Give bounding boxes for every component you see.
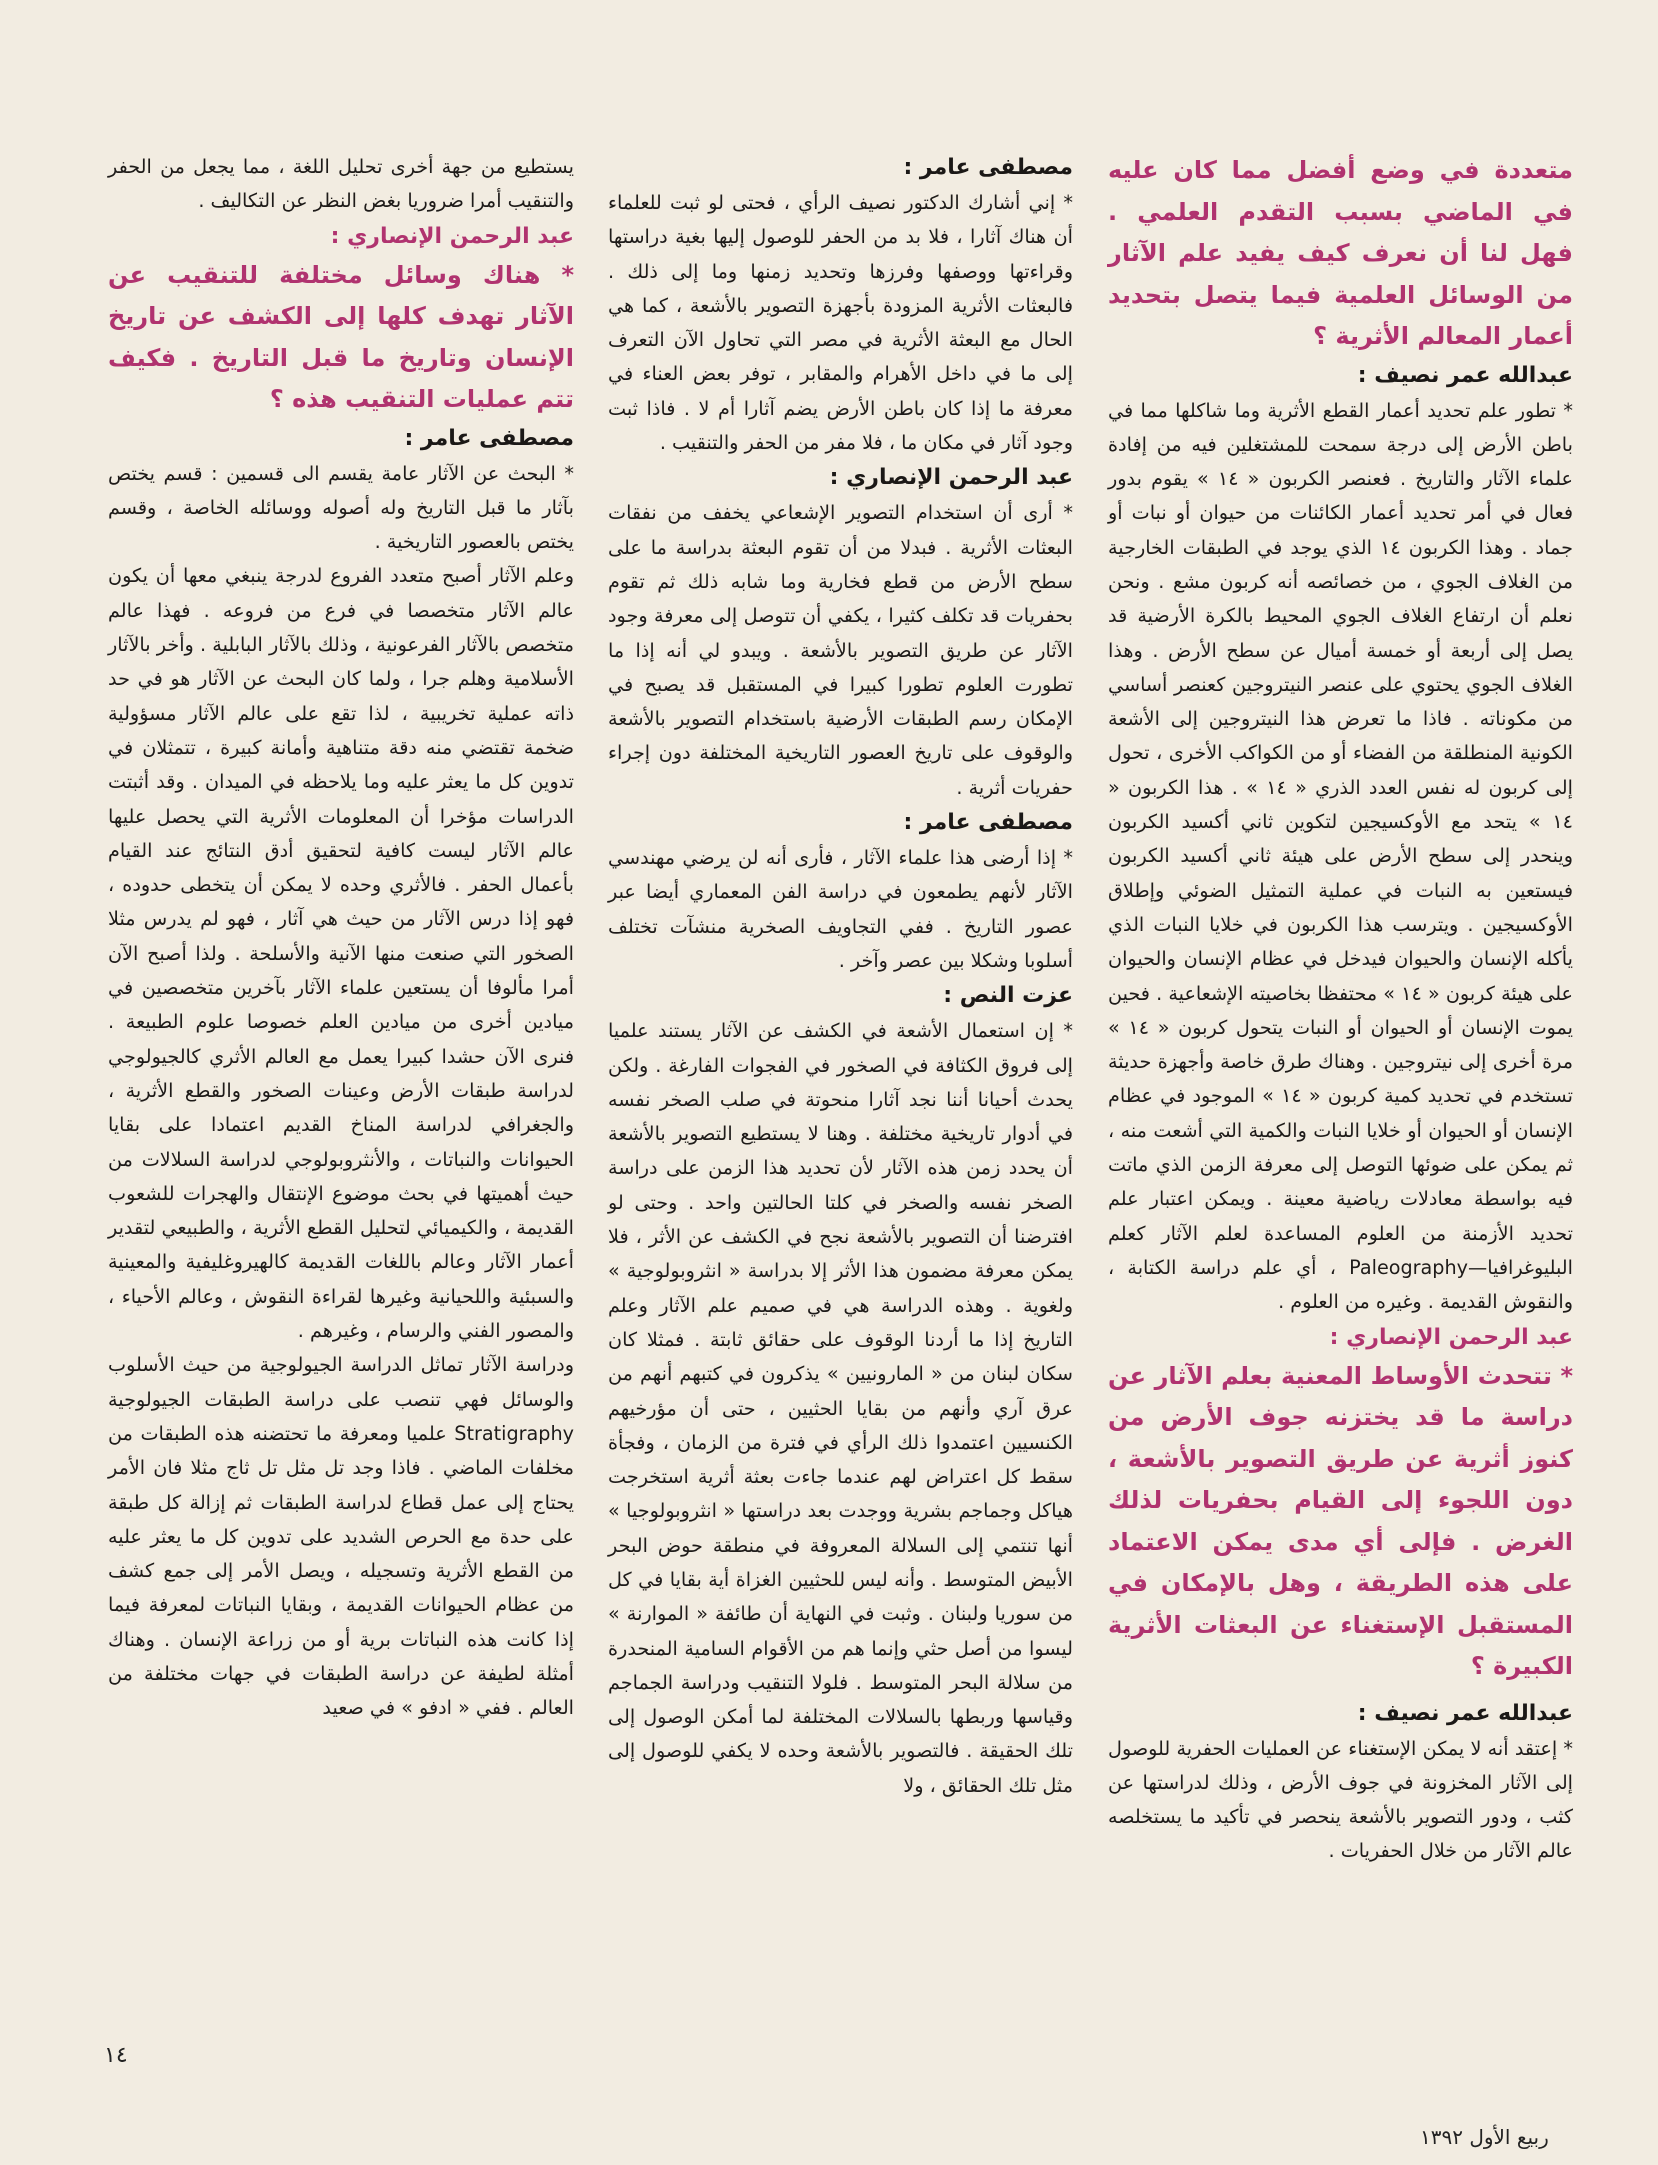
answer-paragraph: * أرى أن استخدام التصوير الإشعاعي يخفف من نفقات البعثات الأثرية . فبدلا من أن تقوم البعثة بدراسة ما على سطح الأرض من قطع فخارية وما شابه ذلك ثم تقوم بحفريات قد تكلف كثيرا ، يكفي أن تتوصل إلى معرفة وجود الآثار عن طريق التصوير بالأشعة . ويبدو لي أنه إذا ما تطورت العلوم تطورا كبيرا في المستقبل قد يصبح في الإمكان رسم الطبقات الأرضية باستخدام التصوير بالأشعة والوقوف على تاريخ العصور التاريخية المختلفة دون إجراء حفريات أثرية .	[608, 501, 1073, 799]
page-number: ١٤	[104, 2043, 128, 2068]
answer-paragraph: * إني أشارك الدكتور نصيف الرأي ، فحتى لو ثبت للعلماء أن هناك آثارا ، فلا بد من الحفر للوصول إليها بغية دراستها وقراءتها ووصفها وفرزها وتحديد زمنها وما إلى ذلك . فالبعثات الأثرية المزودة بأجهزة التصوير بالأشعة ، كما هي الحال مع البعثة الأثرية في مصر التي تحاول الآن التعرف إلى ما في داخل الأهرام والمقابر ، توفر بعض العناء في معرفة ما إذا كان باطن الأرض يضم آثارا أم لا . فاذا ثبت وجود آثار في مكان ما ، فلا مفر من الحفر والتنقيب .	[608, 191, 1073, 455]
question-text: * هناك وسائل مختلفة للتنقيب عن الآثار تهدف كلها إلى الكشف عن تاريخ الإنسان وتاريخ ما قبل التاريخ . فكيف تتم عمليات التنقيب هذه ؟	[108, 260, 574, 414]
speaker-name: مصطفى عامر :	[404, 425, 574, 451]
answer-paragraph: * البحث عن الآثار عامة يقسم الى قسمين : قسم يختص بآثار ما قبل التاريخ وله أصوله ووسائله الخاصة ، وقسم يختص بالعصور التاريخية .	[108, 461, 574, 554]
answer-paragraph: يستطيع من جهة أخرى تحليل اللغة ، مما يجعل من الحفر والتنقيب أمرا ضروريا بغض النظر عن التكاليف .	[108, 155, 574, 213]
speaker-name: مصطفى عامر :	[903, 155, 1073, 180]
answer-paragraph: * إذا أرضى هذا علماء الآثار ، فأرى أنه لن يرضي مهندسي الآثار لأنهم يطمعون في دراسة الفن المعماري أيضا عبر عصور التاريخ . ففي التجاويف الصخرية منشآت تختلف أسلوبا وشكلا بين عصر وآخر .	[608, 846, 1073, 972]
answer-paragraph: * إعتقد أنه لا يمكن الإستغناء عن العمليات الحفرية للوصول إلى الآثار المخزونة في جوف الأرض ، وذلك لدراستها عن كثب ، ودور التصوير بالأشعة ينحصر في تأكيد ما يستخلصه عالم الآثار من خلال الحفريات .	[1108, 1736, 1573, 1863]
speaker-name: عبدالله عمر نصيف :	[1357, 1700, 1573, 1726]
speaker-name: عبدالله عمر نصيف :	[1357, 362, 1573, 388]
speaker-name: عبد الرحمن الإنصاري :	[829, 465, 1073, 491]
column-left	[108, 150, 574, 1726]
issue-date: ربيع الأول ١٣٩٢	[1420, 2125, 1549, 2149]
speaker-name: عزت النص :	[943, 983, 1073, 1009]
answer-paragraph: وعلم الآثار أصبح متعدد الفروع لدرجة ينبغي معها أن يكون عالم الآثار متخصصا في فرع من فروعه . فهذا عالم متخصص بالآثار الفرعونية ، وذلك بالآثار البابلية . وأخر بالآثار الأسلامية وهلم جرا ، ولما كان البحث عن الآثار هو في حد ذاته عملية تخريبية ، لذا تقع على عالم الآثار مسؤولية ضخمة تقتضي منه دقة متناهية وأمانة كبيرة ، تتمثلان في تدوين كل ما يعثر عليه وما يلاحظه في الميدان . وقد أثبتت الدراسات مؤخرا أن المعلومات الأثرية التي يحصل عليها عالم الآثار ليست كافية لتحقيق أدق النتائج عند القيام بأعمال الحفر . فالأثري وحده لا يمكن أن يتخطى حدوده ، فهو إذا درس الآثار من حيث هي آثار ، فهو لم يدرس مثلا الصخور التي صنعت منها الآنية والأسلحة . ولذا أصبح الآن أمرا مألوفا أن يستعين علماء الآثار بآخرين متخصصين في ميادين أخرى من ميادين العلم خصوصا علوم الطبيعة . فنرى الآن حشدا كبيرا يعمل مع العالم الأثري كالجيولوجي لدراسة طبقات الأرض وعينات الصخور والقطع الأثرية ، والجغرافي لدراسة المناخ القديم اعتمادا على بقايا الحيوانات والنباتات ، والأنثروبولوجي لدراسة السلالات من حيث أهميتها في بحث موضوع الإنتقال والهجرات للشعوب القديمة ، والكيميائي لتحليل القطع الأثرية ، والطبيعي لتقدير أعمار الآثار وعالم باللغات القديمة كالهيروغليفية والمعينية والسبئية واللحيانية وغيرها لقراءة النقوش ، وعالم الأحياء ، والمصور الفني والرسام ، وغيرهم .	[108, 564, 574, 1343]
answer-paragraph: * إن استعمال الأشعة في الكشف عن الآثار يستند علميا إلى فروق الكثافة في الصخور في الفجوات الفارغة . ولكن يحدث أحيانا أننا نجد آثارا منحوتة في صلب الصخر نفسه في أدوار تاريخية مختلفة . وهنا لا يستطيع التصوير بالأشعة أن يحدد زمن هذه الآثار لأن تحديد هذا الزمن على دراسة الصخر نفسه والصخر في كلتا الحالتين واحد . وحتى لو افترضنا أن التصوير بالأشعة نجح في الكشف عن الأثر ، فلا يمكن معرفة مضمون هذا الأثر إلا بدراسة « انثروبولوجية » ولغوية . وهذه الدراسة هي في صميم علم الآثار وعلم التاريخ إذا ما أردنا الوقوف على حقائق ثابتة . فمثلا كان سكان لبنان من « المارونيين » يذكرون في كتبهم أنهم من عرق آري وأنهم من بقايا الحثيين ، حتى أن مؤرخيهم الكنسيين اعتمدوا ذلك الرأي في فترة من الزمان ، وفجأة سقط كل اعتراض لهم عندما جاءت بعثة أثرية استخرجت هياكل وجماجم بشرية ووجدت بعد دراستها « انثروبولوجيا » أنها تنتمي إلى السلالة المعروفة في منطقة حوض البحر الأبيض المتوسط . وأنه ليس للحثيين الغزاة أية بقايا في كل من سوريا ولبنان . وثبت في النهاية أن طائفة « الموارنة » ليسوا من أصل حثي وإنما هم من الأقوام السامية المنحدرة من سلالة البحر المتوسط . فلولا التنقيب ودراسة الجماجم وقياسها وربطها بالسلالات المختلفة لما أمكن الوصول إلى تلك الحقيقة . فالتصوير بالأشعة وحده لا يكفي للوصول إلى مثل تلك الحقائق ، ولا	[608, 1019, 1073, 1797]
question-text: * تتحدث الأوساط المعنية بعلم الآثار عن دراسة ما قد يختزنه جوف الأرض من كنوز أثرية عن طريق التصوير بالأشعة ، دون اللجوء إلى القيام بحفريات لذلك الغرض . فإلى أي مدى يمكن الاعتماد على هذه الطريقة ، وهل بالإمكان في المستقبل الإستغناء عن البعثات الأثرية الكبيرة ؟	[1108, 1361, 1573, 1681]
column-right	[1108, 150, 1573, 1869]
column-middle	[608, 150, 1073, 1803]
question-text: متعددة في وضع أفضل مما كان عليه في الماضي بسبب التقدم العلمي . فهل لنا أن نعرف كيف يفيد علم الآثار من الوسائل العلمية فيما يتصل بتحديد أعمار المعالم الأثرية ؟	[1108, 156, 1573, 350]
answer-paragraph: ودراسة الآثار تماثل الدراسة الجيولوجية من حيث الأسلوب والوسائل فهي تنصب على دراسة الطبقات الجيولوجية Stratigraphy علميا ومعرفة ما تحتضنه هذه الطبقات من مخلفات الماضي . فاذا وجد تل مثل تل ثاج مثلا فان الأمر يحتاج إلى عمل قطاع لدراسة الطبقات ثم إزالة كل طبقة على حدة مع الحرص الشديد على تدوين كل ما يعثر عليه من القطع الأثرية وتسجيله ، ويصل الأمر إلى جمع كشف من عظام الحيوانات القديمة ، وبقايا النباتات لمعرفة فيما إذا كانت هذه النباتات برية أو من زراعة الإنسان . وهناك أمثلة لطيفة عن دراسة الطبقات في جهات مختلفة من العالم . ففي « ادفو » في صعيد	[108, 1353, 574, 1720]
speaker-name: مصطفى عامر :	[903, 810, 1073, 836]
speaker-name: عبد الرحمن الإنصاري :	[330, 223, 574, 249]
speaker-name: عبد الرحمن الإنصاري :	[1329, 1324, 1573, 1350]
answer-paragraph: * تطور علم تحديد أعمار القطع الأثرية وما شاكلها مما في باطن الأرض إلى درجة سمحت للمشتغلين فيه من إفادة علماء الآثار والتاريخ . فعنصر الكربون « ١٤ » يقوم بدور فعال في أمر تحديد أعمار الكائنات من حيوان أو نبات أو جماد . وهذا الكربون ١٤ الذي يوجد في الطبقات الخارجية من الغلاف الجوي ، من خصائصه أنه كربون مشع . ونحن نعلم أن ارتفاع الغلاف الجوي المحيط بالكرة الأرضية قد يصل إلى أربعة أو خمسة أميال عن سطح الأرض . وهذا الغلاف الجوي يحتوي على عنصر النيتروجين كعنصر أساسي من مكوناته . فاذا ما تعرض هذا النيتروجين إلى الأشعة الكونية المنطلقة من الفضاء أو من الكواكب الأخرى ، تحول إلى كربون له نفس العدد الذري « ١٤ » . هذا الكربون « ١٤ » يتحد مع الأوكسيجين لتكوين ثاني أكسيد الكربون وينحدر إلى سطح الأرض على هيئة ثاني أكسيد الكربون فيستعين به النبات في عملية التمثيل الضوئي وإطلاق الأوكسيجين . ويترسب هذا الكربون في خلايا النبات الذي يأكله الإنسان والحيوان فيدخل في عظام الإنسان والحيوان على هيئة كربون « ١٤ » محتفظا بخاصيته الإشعاعية . فحين يموت الإنسان أو الحيوان أو النبات يتحول كربون « ١٤ » مرة أخرى إلى نيتروجين . وهناك طرق خاصة وأجهزة حديثة تستخدم في تحديد كمية كربون « ١٤ » الموجود في عظام الإنسان أو الحيوان أو خلايا النبات والكمية التي أشعت منه ، ثم يمكن على ضوئها التوصل إلى معرفة الزمن الذي ماتت فيه بواسطة معادلات رياضية معينة . ويمكن اعتبار علم تحديد الأزمنة من العلوم المساعدة لعلم الآثار كعلم البليوغرافيا—Paleography ، أي علم دراسة الكتابة ، والنقوش القديمة . وغيره من العلوم .	[1108, 398, 1573, 1314]
